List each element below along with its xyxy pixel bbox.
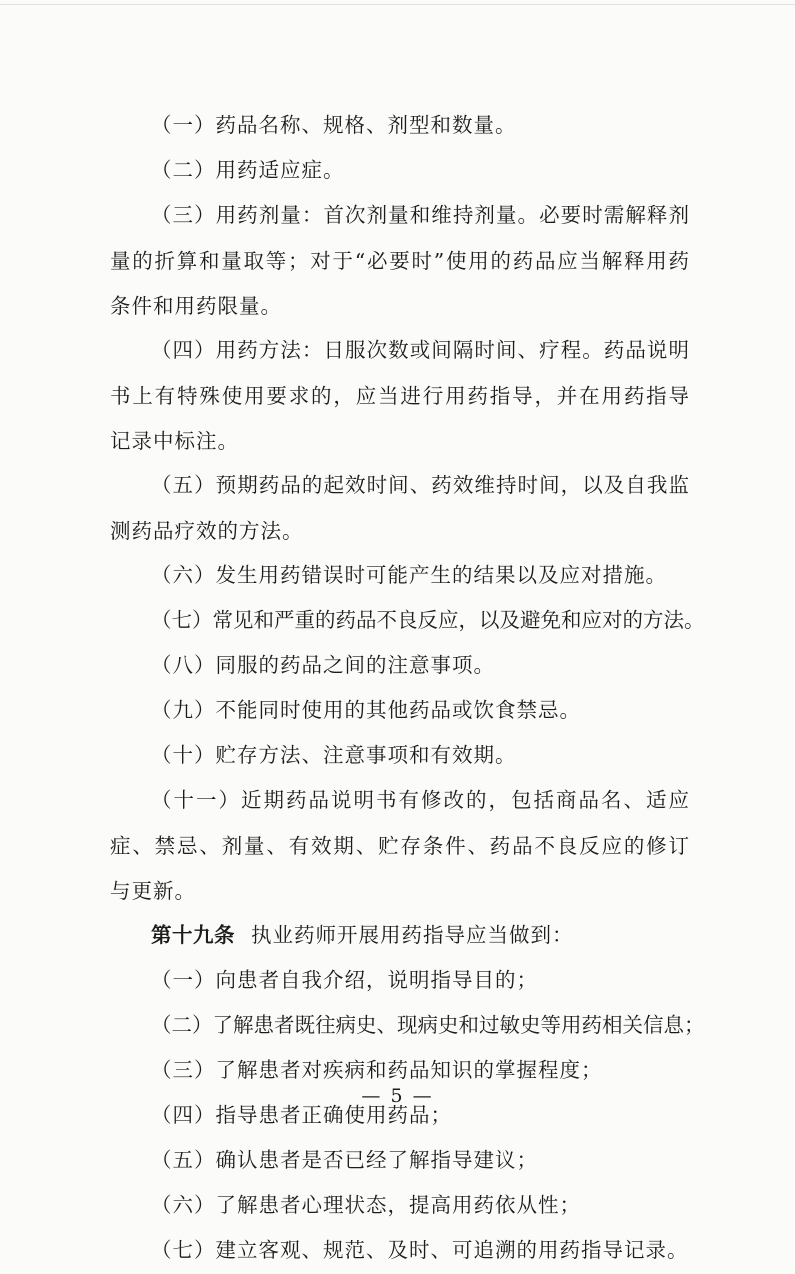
- paragraph-item-11: （十一）近期药品说明书有修改的，包括商品名、适应症、禁忌、剂量、有效期、贮存条件、药品不良反应的修订与更新。: [110, 788, 690, 903]
- paragraph-item-3: （三）用药剂量：首次剂量和维持剂量。必要时需解释剂量的折算和量取等；对于“必要时”使用的药品应当解释用药条件和用药限量。: [110, 203, 690, 318]
- list-item-3: （三）了解患者对疾病和药品知识的掌握程度；: [151, 1058, 603, 1082]
- article-heading: 第十九条: [151, 923, 235, 947]
- paragraph-item-6: （六）发生用药错误时可能产生的结果以及应对措施。: [151, 563, 667, 587]
- paragraph-item-7: （七）常见和严重的药品不良反应，以及避免和应对的方法。: [151, 608, 705, 632]
- list-item-5: （五）确认患者是否已经了解指导建议；: [151, 1148, 538, 1172]
- list-item-6: （六）了解患者心理状态，提高用药依从性；: [151, 1193, 581, 1217]
- list-item-2: （二）了解患者既往病史、现病史和过敏史等用药相关信息；: [151, 1013, 705, 1037]
- paragraph-item-1: （一）药品名称、规格、剂型和数量。: [151, 113, 517, 137]
- paragraph-item-4: （四）用药方法：日服次数或间隔时间、疗程。药品说明书上有特殊使用要求的，应当进行用药指导，并在用药指导记录中标注。: [110, 338, 690, 453]
- list-item-1: （一）向患者自我介绍，说明指导目的；: [151, 968, 538, 992]
- paragraph-item-10: （十）贮存方法、注意事项和有效期。: [151, 743, 517, 767]
- paragraph-item-5: （五）预期药品的起效时间、药效维持时间，以及自我监测药品疗效的方法。: [110, 473, 690, 543]
- paragraph-item-2: （二）用药适应症。: [151, 158, 345, 182]
- list-item-4: （四）指导患者正确使用药品；: [151, 1103, 452, 1127]
- page-number: — 5 —: [361, 1085, 434, 1107]
- paragraph-item-9: （九）不能同时使用的其他药品或饮食禁忌。: [151, 698, 581, 722]
- scan-edge-top: [0, 4, 795, 5]
- article-text: 执业药师开展用药指导应当做到：: [251, 923, 574, 947]
- list-item-7: （七）建立客观、规范、及时、可追溯的用药指导记录。: [151, 1238, 689, 1262]
- article-19: [110, 913, 690, 959]
- paragraph-item-8: （八）同服的药品之间的注意事项。: [151, 653, 495, 677]
